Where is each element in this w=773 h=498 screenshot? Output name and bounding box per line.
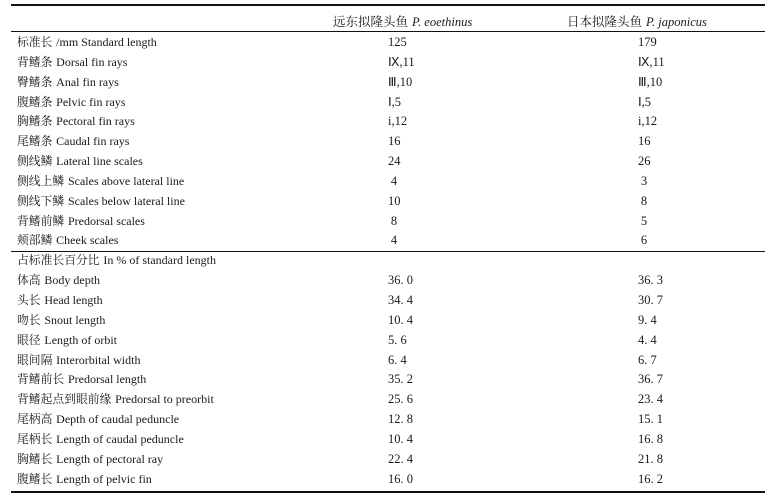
column-header-japonicus (567, 12, 707, 30)
table-row (0, 152, 773, 172)
cell-japonicus: 6. 7 (638, 352, 657, 367)
row-label-en: Head length (44, 292, 103, 307)
row-label (17, 112, 135, 132)
row-label-cn: 臀鳍条 (17, 74, 53, 89)
column-header-eoethinus (333, 12, 472, 30)
row-label-cn: 背鳍条 (17, 54, 53, 69)
cell-eoethinus: 25. 6 (388, 392, 413, 407)
column-header-cn: 日本拟隆头鱼 (567, 14, 643, 29)
cell-japonicus: 15. 1 (638, 412, 663, 427)
row-label (17, 291, 103, 311)
row-label-cn: 体高 (17, 273, 41, 288)
table-row (0, 450, 773, 470)
table-row (0, 351, 773, 371)
row-label-en: Interorbital width (56, 352, 141, 367)
cell-eoethinus: 16 (388, 134, 401, 149)
row-label (17, 73, 119, 93)
row-label (17, 410, 179, 430)
table-row (0, 390, 773, 410)
table-row (0, 53, 773, 73)
cell-japonicus: 8 (640, 193, 648, 208)
cell-eoethinus: Ⅰ,5 (388, 94, 402, 109)
cell-eoethinus: 6. 4 (388, 352, 407, 367)
row-label-cn: 侧线鳞 (17, 154, 53, 169)
cell-japonicus: 36. 3 (638, 273, 663, 288)
table-row (0, 172, 773, 192)
table-row (0, 331, 773, 351)
table-row (0, 271, 773, 291)
row-label-en: Depth of caudal peduncle (56, 412, 180, 427)
cell-eoethinus: 10. 4 (388, 431, 413, 446)
column-header-scientific-name: P. eoethinus (412, 15, 473, 29)
cell-eoethinus: 12. 8 (388, 412, 413, 427)
row-label-cn: 侧线下鳞 (17, 193, 65, 208)
cell-japonicus: 16 (638, 134, 651, 149)
table-body (0, 33, 773, 489)
cell-japonicus: 4. 4 (638, 332, 657, 347)
table-bottom-rule (11, 491, 765, 493)
cell-japonicus: 16. 8 (638, 431, 663, 446)
row-label (17, 430, 184, 450)
row-label (17, 390, 214, 410)
table-row (0, 430, 773, 450)
table-row (0, 212, 773, 232)
row-label-cn: 腹鳍长 (17, 471, 53, 486)
row-label (17, 251, 216, 271)
cell-eoethinus: 125 (388, 35, 407, 49)
row-label-en: Length of pectoral ray (56, 451, 164, 466)
cell-japonicus: Ⅲ,10 (638, 74, 663, 89)
row-label-cn: 占标准长百分比 (17, 253, 100, 268)
cell-japonicus: 16. 2 (638, 471, 663, 486)
column-header-cn: 远东拟隆头鱼 (333, 14, 409, 29)
cell-japonicus: 9. 4 (638, 312, 657, 327)
row-label-en: Predorsal length (67, 372, 147, 387)
row-label-en: Scales above lateral line (67, 173, 185, 188)
cell-eoethinus: 24 (388, 154, 401, 169)
row-label-en: Predorsal scales (67, 213, 145, 228)
row-label-en: Snout length (44, 312, 106, 327)
row-label-en: /mm Standard length (56, 35, 157, 49)
row-label (17, 450, 163, 470)
cell-eoethinus: 36. 0 (388, 273, 413, 288)
row-label (17, 93, 125, 113)
row-label-cn: 尾柄高 (17, 412, 53, 427)
table-row (0, 93, 773, 113)
cell-eoethinus: 10. 4 (388, 312, 413, 327)
row-label (17, 53, 127, 73)
row-label-cn: 胸鳍条 (17, 114, 53, 129)
row-label-cn: 腹鳍条 (17, 94, 53, 109)
row-label-en: Cheek scales (56, 233, 119, 248)
row-label-en: Predorsal to preorbit (115, 392, 214, 407)
cell-japonicus: 36. 7 (638, 372, 663, 387)
table-row (0, 231, 773, 251)
table-row (0, 410, 773, 430)
row-label-en: In % of standard length (103, 253, 216, 268)
row-label-cn: 背鳍前长 (17, 372, 65, 387)
row-label (17, 231, 118, 251)
row-label-en: Scales below lateral line (67, 193, 185, 208)
row-label-en: Pelvic fin rays (56, 94, 126, 109)
cell-japonicus: 179 (638, 35, 657, 49)
table-row (0, 311, 773, 331)
row-label (17, 311, 105, 331)
row-label-en: Lateral line scales (56, 154, 143, 169)
row-label-en: Pectoral fin rays (56, 114, 135, 129)
row-label-cn: 眼间隔 (17, 352, 53, 367)
row-label-cn: 尾柄长 (17, 431, 53, 446)
row-label (17, 212, 145, 232)
row-label-en: Length of pelvic fin (56, 471, 152, 486)
cell-eoethinus: 5. 6 (388, 332, 407, 347)
row-label-cn: 眼径 (17, 332, 41, 347)
table-row (0, 192, 773, 212)
table-row (0, 470, 773, 490)
table-row (0, 33, 773, 53)
row-label-cn: 吻长 (17, 312, 41, 327)
cell-eoethinus: 16. 0 (388, 471, 413, 486)
header-rule (11, 31, 765, 32)
cell-japonicus: 5 (640, 213, 648, 228)
row-label-cn: 背鳍前鳞 (17, 213, 65, 228)
row-label-cn: 头长 (17, 292, 41, 307)
row-label-cn: 颊部鳞 (17, 233, 53, 248)
row-label-en: Body depth (44, 273, 101, 288)
row-label (17, 33, 157, 53)
cell-eoethinus: 8 (390, 213, 398, 228)
cell-eoethinus: 34. 4 (388, 292, 413, 307)
cell-eoethinus: 4 (390, 173, 398, 188)
cell-eoethinus: i,12 (388, 114, 408, 129)
table-row (0, 73, 773, 93)
cell-japonicus: 26 (638, 154, 651, 169)
row-label-cn: 尾鳍条 (17, 134, 53, 149)
cell-japonicus: 23. 4 (638, 392, 663, 407)
row-label-en: Length of caudal peduncle (56, 431, 184, 446)
row-label (17, 152, 143, 172)
row-label (17, 331, 117, 351)
row-label (17, 370, 146, 390)
row-label-cn: 标准长 (17, 35, 53, 49)
cell-eoethinus: Ⅸ,11 (388, 54, 415, 69)
row-label-cn: 胸鳍长 (17, 451, 53, 466)
table-row (0, 132, 773, 152)
row-label (17, 271, 100, 291)
row-label-cn: 侧线上鳞 (17, 173, 65, 188)
row-label (17, 132, 129, 152)
cell-eoethinus: 35. 2 (388, 372, 413, 387)
cell-japonicus: Ⅰ,5 (638, 94, 652, 109)
cell-eoethinus: 4 (390, 233, 398, 248)
table-row (0, 112, 773, 132)
column-header-scientific-name: P. japonicus (646, 15, 707, 29)
table-row (0, 291, 773, 311)
cell-eoethinus: 10 (388, 193, 401, 208)
cell-eoethinus: 22. 4 (388, 451, 413, 466)
cell-japonicus: 30. 7 (638, 292, 663, 307)
row-label-en: Anal fin rays (56, 74, 119, 89)
table-row (0, 370, 773, 390)
cell-japonicus: i,12 (638, 114, 658, 129)
table-top-rule (11, 4, 765, 6)
row-label (17, 470, 152, 490)
row-label-cn: 背鳍起点到眼前缘 (17, 392, 112, 407)
row-label-en: Length of orbit (44, 332, 118, 347)
row-label (17, 172, 184, 192)
cell-japonicus: 21. 8 (638, 451, 663, 466)
row-label (17, 351, 140, 371)
cell-japonicus: 3 (640, 173, 648, 188)
row-label (17, 192, 185, 212)
row-label-en: Caudal fin rays (56, 134, 130, 149)
row-label-en: Dorsal fin rays (56, 54, 128, 69)
table-row (0, 251, 773, 271)
cell-eoethinus: Ⅲ,10 (388, 74, 413, 89)
cell-japonicus: Ⅸ,11 (638, 54, 665, 69)
cell-japonicus: 6 (640, 233, 648, 248)
